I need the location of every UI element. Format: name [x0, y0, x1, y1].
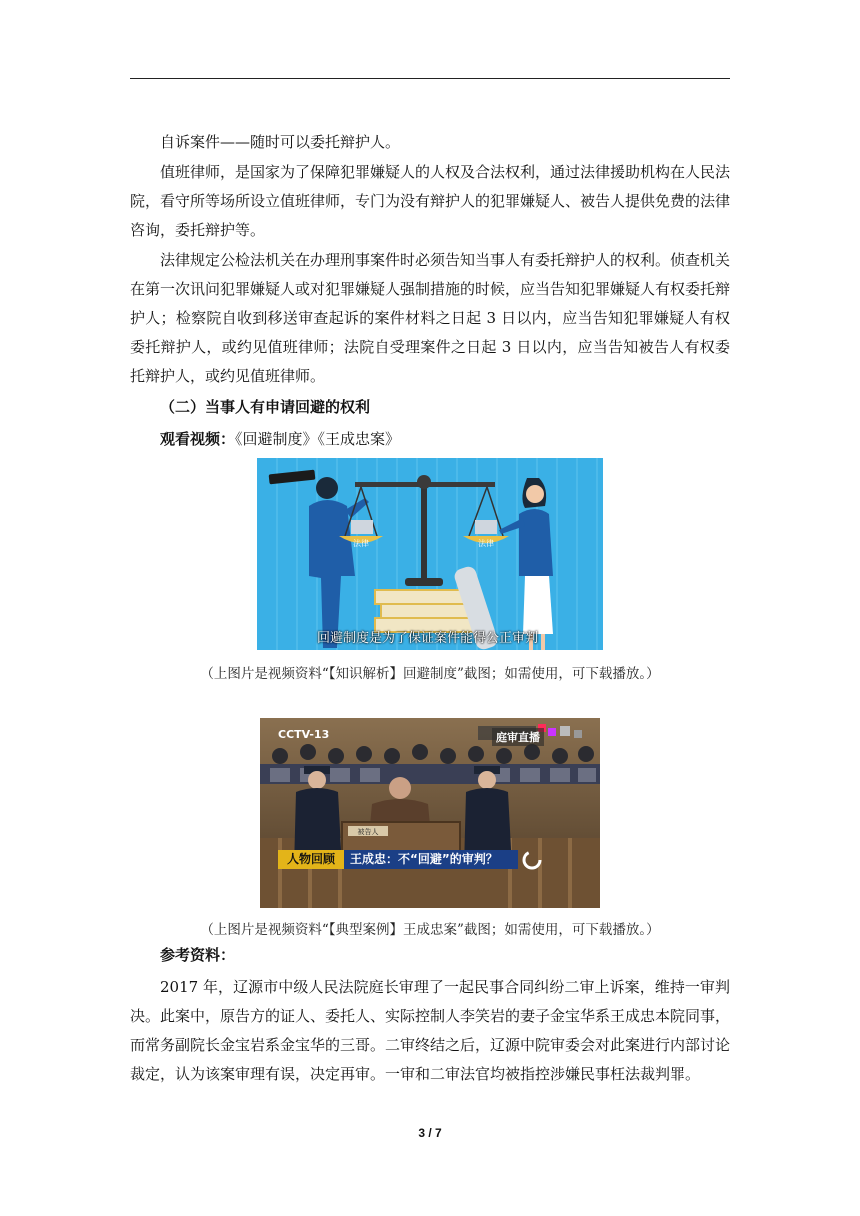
- courtroom-scene: [260, 718, 600, 908]
- banner-right: 王成忠：不“回避”的审判？: [344, 850, 518, 869]
- video-line: [160, 428, 400, 449]
- video-label: 观看视频：: [160, 430, 236, 448]
- figure-case-video[interactable]: [260, 718, 600, 908]
- channel-logo: CCTV-13: [278, 728, 330, 741]
- reference-heading: 参考资料：: [160, 946, 236, 964]
- banner-left: 人物回顾: [278, 850, 344, 869]
- section-heading: （二）当事人有申请回避的权利: [160, 398, 371, 416]
- scales-illustration: [257, 458, 603, 650]
- reference-paragraph: 2017 年，辽源市中级人民法院庭长审理了一起民事合同纠纷二审上诉案，维持一审判决。此案中，原告方的证人、委托人、实际控制人李笑岩的妻子金宝华系王成忠本院同事，而常务副院长金宝岩系金宝华的三哥。二审终结之后，辽源中院审委会对此案进行内部讨论裁定，认为该案审理有误，决定再审。一审和二审法官均被指控涉嫌民事枉法裁判罪。: [130, 978, 731, 1083]
- figure1-caption: （上图片是视频资料“【知识解析】回避制度”截图；如需使用，可下载播放。）: [200, 666, 660, 682]
- video-titles: 《回避制度》《王成忠案》: [235, 430, 401, 448]
- live-tag: 庭审直播: [492, 728, 544, 746]
- paragraph-notification-rule: 法律规定公检法机关在办理刑事案件时必须告知当事人有委托辩护人的权利。侦查机关在第一次讯问犯罪嫌疑人或对犯罪嫌疑人强制措施的时候，应当告知犯罪嫌疑人有权委托辩护人；检察院自收到移送审查起诉的案件材料之日起 3 日以内，应当告知犯罪嫌疑人有权委托辩护人，或约见值班律师；法院自受理案件之日起 3 日以内，应当告知被告人有权委托辩护人，或约见值班律师。: [130, 251, 731, 385]
- paragraph-self-prosecution: 自诉案件——随时可以委托辩护人。: [160, 133, 401, 151]
- scale-label-right: 法律: [478, 539, 494, 548]
- defendant-nameplate: 被告人: [357, 828, 379, 836]
- header-rule: [130, 78, 730, 79]
- video-subtitle: 回避制度是为了保证案件能得公正审判: [317, 631, 539, 646]
- scale-label-left: 法律: [353, 539, 369, 548]
- figure2-caption: （上图片是视频资料“【典型案例】王成忠案”截图；如需使用，可下载播放。）: [200, 922, 660, 938]
- figure-recusal-video[interactable]: [257, 458, 603, 650]
- page-number: 3 / 7: [418, 1126, 442, 1140]
- paragraph-duty-lawyer: 值班律师，是国家为了保障犯罪嫌疑人的人权及合法权利，通过法律援助机构在人民法院，看守所等场所设立值班律师，专门为没有辩护人的犯罪嫌疑人、被告人提供免费的法律咨询，委托辩护等。: [130, 163, 731, 239]
